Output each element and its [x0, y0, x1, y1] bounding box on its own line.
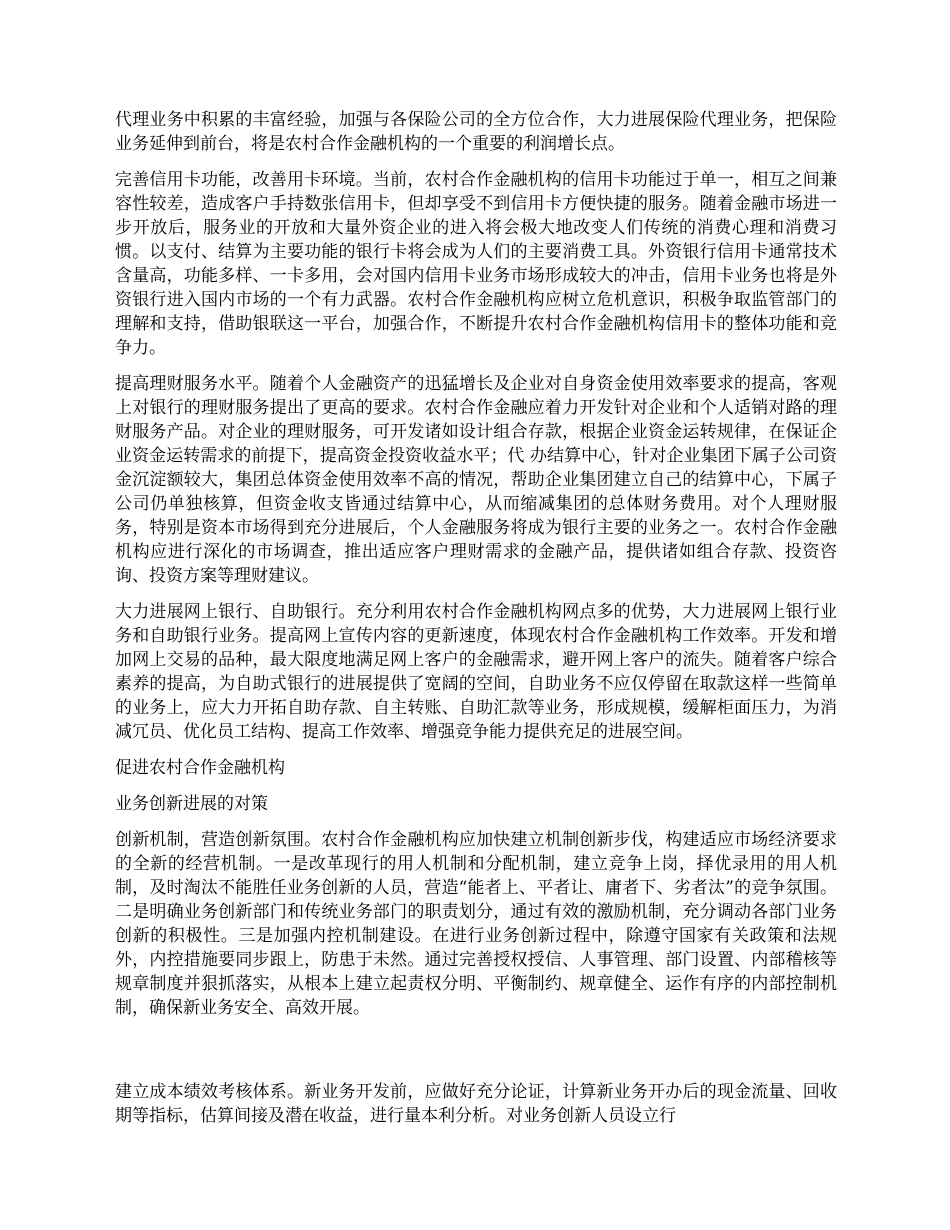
paragraph-insurance-agency: 代理业务中积累的丰富经验，加强与各保险公司的全方位合作，大力进展保险代理业务，把保险业务延伸到前台，将是农村合作金融机构的一个重要的利润增长点。 [115, 110, 837, 154]
paragraph-wealth-management: 提高理财服务水平。随着个人金融资产的迅猛增长及企业对自身资金使用效率要求的提高，客观上对银行的理财服务提出了更高的要求。农村合作金融应着力开发针对企业和个人适销对路的理财服务产品。对企业的理财服务，可开发诸如设计组合存款，根据企业资金运转规律，在保证企业资金运转需求的前提下，提高资金投资收益水平；代 办结算中心，针对企业集团下属子公司资金沉淀额较大，集团总体资金使用效率不高的情况，帮助企业集团建立自己的结算中心，下属子公司仍单独核算，但资金收支皆通过结算中心，从而缩减集团的总体财务费用。对个人理财服务，特别是资本市场得到充分进展后，个人金融服务将成为银行主要的业务之一。农村合作金融机构应进行深化的市场调查，推出适应客户理财需求的金融产品，提供诸如组合存款、投资咨询、投资方案等理财建议。 [115, 374, 837, 586]
paragraph-cost-performance: 建立成本绩效考核体系。新业务开发前，应做好充分论证，计算新业务开办后的现金流量、回收期等指标，估算间接及潜在收益，进行量本利分析。对业务创新人员设立行 [115, 1082, 837, 1126]
blank-gap [115, 1032, 837, 1080]
document-page [115, 108, 837, 1140]
paragraph-credit-card: 完善信用卡功能，改善用卡环境。当前，农村合作金融机构的信用卡功能过于单一，相互之间兼容性较差，造成客户手持数张信用卡，但却享受不到信用卡方便快捷的服务。随着金融市场进一步开放后，服务业的开放和大量外资企业的进入将会极大地改变人们传统的消费心理和消费习惯。以支付、结算为主要功能的银行卡将会成为人们的主要消费工具。外资银行信用卡通常技术含量高，功能多样、一卡多用，会对国内信用卡业务市场形成较大的冲击，信用卡业务也将是外资银行进入国内市场的一个有力武器。农村合作金融机构应树立危机意识，积极争取监管部门的理解和支持，借助银联这一平台，加强合作，不断提升农村合作金融机构信用卡的整体功能和竞争力。 [115, 170, 837, 358]
section-heading-line-1: 促进农村合作金融机构 [115, 758, 285, 778]
paragraph-online-banking: 大力进展网上银行、自助银行。充分利用农村合作金融机构网点多的优势，大力进展网上银行业务和自助银行业务。提高网上宣传内容的更新速度，体现农村合作金融机构工作效率。开发和增加网上交易的品种，最大限度地满足网上客户的金融需求，避开网上客户的流失。随着客户综合素养的提高，为自助式银行的进展提供了宽阔的空间，自助业务不应仅停留在取款这样一些简单的业务上，应大力开拓自助存款、自主转账、自助汇款等业务，形成规模，缓解柜面压力，为消减冗员、优化员工结构、提高工作效率、增强竞争能力提供充足的进展空间。 [115, 602, 837, 742]
paragraph-innovation-mechanism: 创新机制，营造创新氛围。农村合作金融机构应加快建立机制创新步伐，构建适应市场经济要求的全新的经营机制。一是改革现行的用人机制和分配机制，建立竞争上岗，择优录用的用人机制，及时淘汰不能胜任业务创新的人员，营造“能者上、平者让、庸者下、劣者汰”的竞争氛围。二是明确业务创新部门和传统业务部门的职责划分，通过有效的激励机制，充分调动各部门业务创新的积极性。三是加强内控机制建设。在进行业务创新过程中，除遵守国家有关政策和法规外，内控措施要同步跟上，防患于未然。通过完善授权授信、人事管理、部门设置、内部稽核等规章制度并狠抓落实，从根本上建立起责权分明、平衡制约、规章健全、运作有序的内部控制机制，确保新业务安全、高效开展。 [115, 830, 837, 1018]
section-heading-line-2: 业务创新进展的对策 [115, 794, 268, 814]
